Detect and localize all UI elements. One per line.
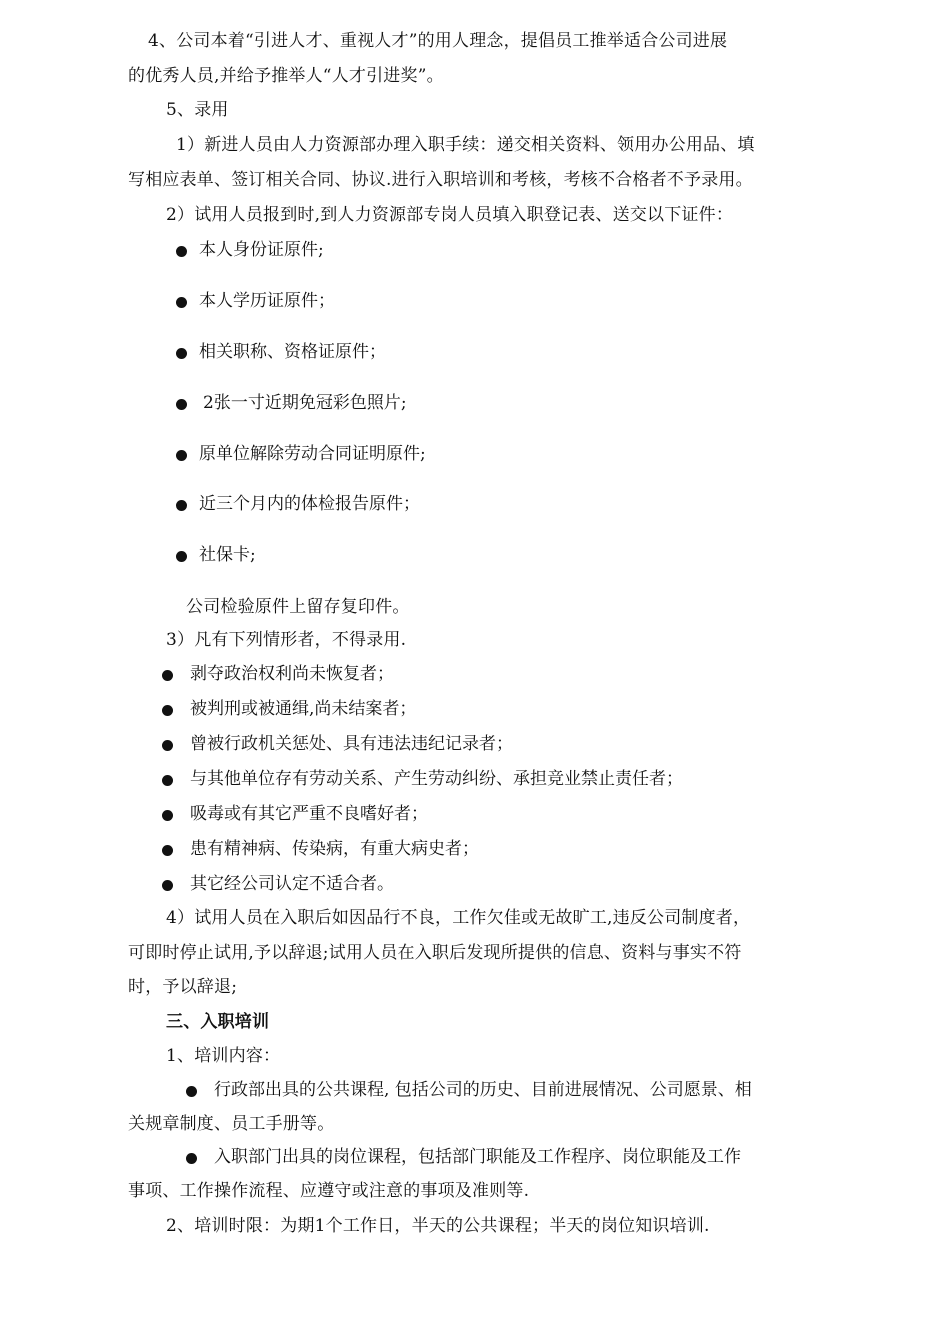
bullet-icon <box>186 1086 197 1097</box>
check-note: 公司检验原件上留存复印件。 <box>186 597 410 617</box>
list-item-text: 剥夺政治权利尚未恢复者； <box>190 664 394 684</box>
list-item-text: 患有精神病、传染病，有重大病史者； <box>190 839 479 859</box>
rule-2-line: 2）试用人员报到时,到人力资源部专岗人员填入职登记表、送交以下证件： <box>166 205 734 225</box>
training-duration-line: 2、培训时限：为期1个工作日，半天的公共课程；半天的岗位知识培训. <box>166 1216 710 1236</box>
list-item-text: 本人身份证原件; <box>199 240 324 260</box>
list-item-text: 与其他单位存有劳动关系、产生劳动纠纷、承担竞业禁止责任者； <box>190 769 683 789</box>
rule-4-line-1: 4）试用人员在入职后如因品行不良，工作欠佳或无故旷工,违反公司制度者， <box>166 908 751 928</box>
list-item-text: 曾被行政机关惩处、具有违法违纪记录者； <box>190 734 513 754</box>
training-content-title: 1、培训内容： <box>166 1046 281 1066</box>
rule-4-line-3: 时，予以辞退; <box>128 977 238 997</box>
bullet-icon <box>186 1153 197 1164</box>
bullet-icon <box>176 348 187 359</box>
list-item-text: 2张一寸近期免冠彩色照片; <box>203 393 407 413</box>
bullet-icon <box>176 450 187 461</box>
list-item-text: 入职部门出具的岗位课程，包括部门职能及工作程序、岗位职能及工作 <box>214 1147 741 1167</box>
bullet-icon <box>162 775 173 786</box>
bullet-icon <box>162 810 173 821</box>
training-bullet-2-line-2: 事项、工作操作流程、应遵守或注意的事项及准则等. <box>128 1181 530 1201</box>
bullet-icon <box>176 551 187 562</box>
list-item-text: 相关职称、资格证原件； <box>199 342 386 362</box>
bullet-icon <box>176 297 187 308</box>
bullet-icon <box>176 500 187 511</box>
bullet-icon <box>162 670 173 681</box>
bullet-icon <box>176 399 187 410</box>
bullet-icon <box>162 740 173 751</box>
list-item-text: 原单位解除劳动合同证明原件; <box>199 444 426 464</box>
bullet-icon <box>162 705 173 716</box>
paragraph-4-line-1: 4、公司本着“引进人才、重视人才”的用人理念，提倡员工推举适合公司进展 <box>148 31 728 51</box>
list-item-text: 本人学历证原件； <box>199 291 335 311</box>
list-item-text: 被判刑或被通缉,尚未结案者； <box>190 699 417 719</box>
list-item-text: 吸毒或有其它严重不良嗜好者； <box>190 804 428 824</box>
bullet-icon <box>176 246 187 257</box>
bullet-icon <box>162 880 173 891</box>
bullet-icon <box>162 845 173 856</box>
section-5-title: 5、录用 <box>166 100 229 120</box>
paragraph-4-line-2: 的优秀人员,并给予推举人“人才引进奖”。 <box>128 66 444 86</box>
list-item-text: 行政部出具的公共课程, 包括公司的历史、目前进展情况、公司愿景、相 <box>214 1080 752 1100</box>
rule-3-line: 3）凡有下列情形者，不得录用. <box>166 630 407 650</box>
section-3-title: 三、入职培训 <box>166 1012 270 1032</box>
list-item-text: 其它经公司认定不适合者。 <box>190 874 394 894</box>
rule-1-line-1: 1）新进人员由人力资源部办理入职手续：递交相关资料、领用办公用品、填 <box>176 135 755 155</box>
list-item-text: 社保卡; <box>199 545 256 565</box>
rule-1-line-2: 写相应表单、签订相关合同、协议.进行入职培训和考核，考核不合格者不予录用。 <box>128 170 753 190</box>
list-item-text: 近三个月内的体检报告原件； <box>199 494 420 514</box>
rule-4-line-2: 可即时停止试用,予以辞退;试用人员在入职后发现所提供的信息、资料与事实不符 <box>128 943 742 963</box>
training-bullet-1-line-2: 关规章制度、员工手册等。 <box>128 1114 335 1134</box>
